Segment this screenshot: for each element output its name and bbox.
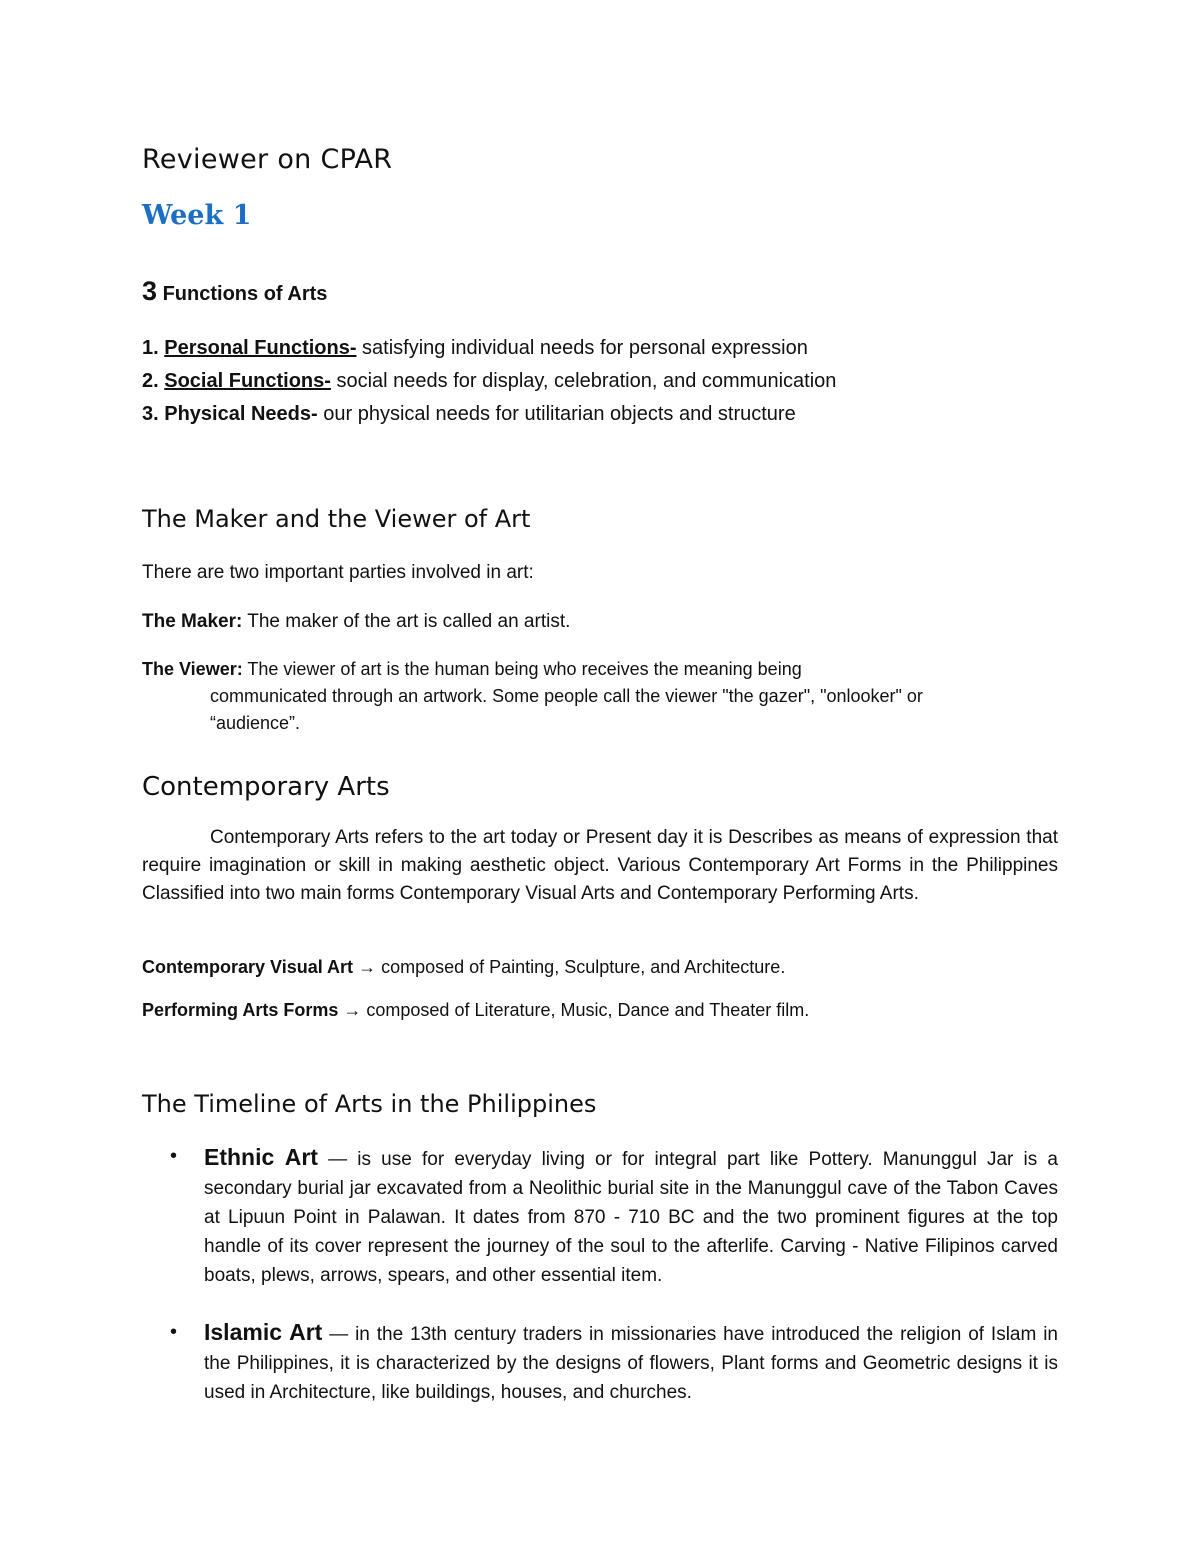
maker-viewer-heading: The Maker and the Viewer of Art — [142, 505, 531, 533]
maker-viewer-intro: There are two important parties involved in art: — [142, 562, 534, 583]
viewer-line-2: communicated through an artwork. Some people call the viewer "the gazer", "onlooker" or — [210, 686, 923, 706]
document-title: Reviewer on CPAR — [142, 144, 393, 175]
visual-art-line — [142, 957, 785, 978]
timeline-heading: The Timeline of Arts in the Philippines — [142, 1090, 597, 1118]
function-number: 1. — [142, 337, 165, 359]
visual-art-term: Contemporary Visual Art — [142, 957, 354, 977]
viewer-line-3: “audience”. — [210, 713, 301, 733]
bullet-icon: • — [170, 1321, 178, 1343]
viewer-definition — [142, 659, 802, 680]
function-term: Physical Needs- — [164, 403, 318, 425]
function-number: 3. — [142, 403, 165, 425]
performing-art-line — [142, 1000, 809, 1021]
functions-heading-text: Functions of Arts — [157, 283, 328, 305]
function-item-physical — [142, 403, 796, 426]
maker-definition — [142, 611, 570, 633]
function-number: 2. — [142, 370, 165, 392]
arrow-right-icon: → — [358, 957, 377, 977]
viewer-term: The Viewer: — [142, 659, 243, 679]
function-term: Personal Functions- — [164, 337, 357, 359]
function-desc: satisfying individual needs for personal expression — [356, 337, 808, 359]
contemporary-heading: Contemporary Arts — [142, 772, 390, 802]
performing-art-desc: composed of Literature, Music, Dance and Theater film. — [361, 1000, 810, 1020]
arrow-right-icon: → — [343, 1000, 362, 1020]
functions-heading — [142, 276, 327, 307]
timeline-item-term: Ethnic Art — [204, 1144, 318, 1170]
performing-art-term: Performing Arts Forms — [142, 1000, 339, 1020]
timeline-item-desc: — is use for everyday living or for integral part like Pottery. Manunggul Jar is a secondary burial jar excavated from a Neolithic burial site in the Manunggul cave of the Tabon Caves at Lipuun Point in Palawan. It dates from 870 - 710 BC and the two prominent figures at the top handle of its cover represent the journey of the soul to the afterlife. Carving - Native Filipinos carved boats, plews, arrows, spears, and other essential item. — [204, 1149, 1058, 1286]
week-heading: Week 1 — [142, 200, 252, 231]
timeline-item-term: Islamic Art — [204, 1319, 323, 1345]
visual-art-desc: composed of Painting, Sculpture, and Architecture. — [376, 957, 786, 977]
function-item-personal — [142, 337, 808, 360]
function-desc: social needs for display, celebration, and communication — [330, 370, 837, 392]
maker-term: The Maker: — [142, 611, 243, 632]
timeline-item-desc: — in the 13th century traders in missionaries have introduced the religion of Islam in the Philippines, it is characterized by the designs of flowers, Plant forms and Geometric designs it is used in Architecture, like buildings, houses, and churches. — [204, 1324, 1058, 1403]
function-desc: our physical needs for utilitarian objects and structure — [317, 403, 796, 425]
functions-heading-number: 3 — [142, 276, 158, 306]
timeline-item-islamic-art — [204, 1318, 1058, 1407]
function-item-social — [142, 370, 836, 393]
timeline-item-ethnic-art — [204, 1143, 1058, 1290]
contemporary-paragraph: Contemporary Arts refers to the art today or Present day it is Describes as means of expression that require imagination or skill in making aesthetic object. Various Contemporary Art Forms in the Philippines Classified into two main forms Contemporary Visual Arts and Contemporary Performing Arts. — [142, 827, 1058, 904]
function-term: Social Functions- — [164, 370, 331, 392]
viewer-line-1: The viewer of art is the human being who receives the meaning being — [242, 659, 802, 679]
bullet-icon: • — [170, 1145, 178, 1167]
maker-desc: The maker of the art is called an artist. — [242, 611, 571, 632]
